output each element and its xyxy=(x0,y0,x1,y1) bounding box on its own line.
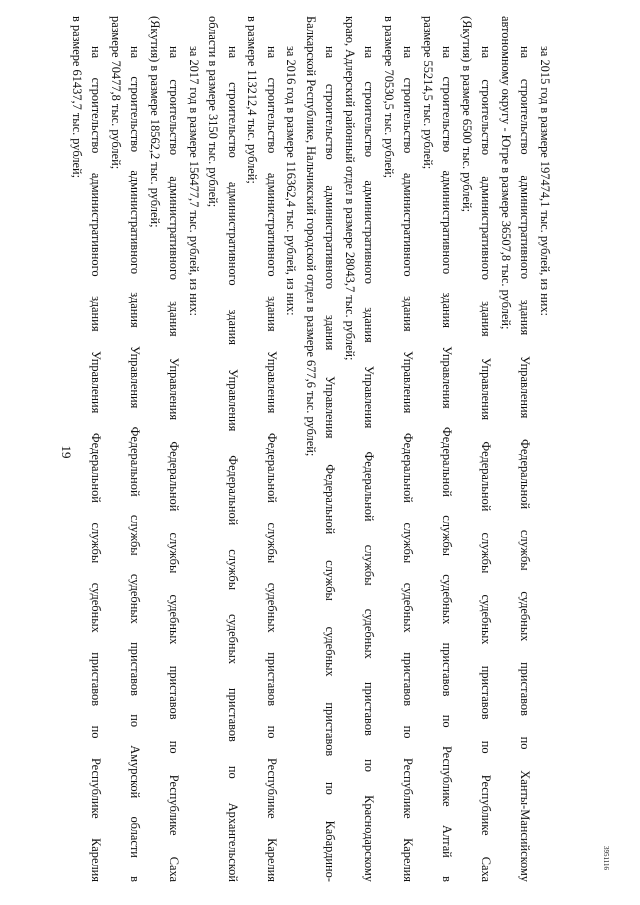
text-line: краю, Адлерский районный отдел в размере 28043,7 тыс. рублей; xyxy=(343,16,357,361)
text-line: на строительство административного здания Управления Федеральной службы судебных приставов по Республике Карелия xyxy=(401,46,416,882)
text-line: (Якутия) в размере 6500 тыс. рублей; xyxy=(460,16,474,213)
text-line: на строительство административного здания Управления Федеральной службы судебных приставов по Республике Алтай в xyxy=(440,46,455,882)
document-body xyxy=(70,16,556,882)
page-number: 19 xyxy=(59,445,74,459)
text-line: (Якутия) в размере 18562,2 тыс. рублей; xyxy=(148,16,162,228)
text-line: на строительство административного здания Управления Федеральной службы судебных приставов по Амурской области в xyxy=(128,46,143,882)
text-line: в размере 61437,7 тыс. рублей; xyxy=(70,16,84,179)
text-line: Балкарской Республике, Нальчикский городской отдел в размере 677,6 тыс. рублей; xyxy=(304,16,318,457)
text-line: на строительство административного здания Управления Федеральной службы судебных приставов по Краснодарскому xyxy=(362,46,377,882)
text-line: за 2017 год в размере 156477,7 тыс. рублей, из них: xyxy=(187,46,201,316)
text-line: на строительство административного здания Управления Федеральной службы судебных приставов по Архангельской xyxy=(226,46,240,882)
text-line: на строительство административного здания Управления Федеральной службы судебных приставов по Ханты-Мансийскому xyxy=(518,46,533,882)
text-line: автономному округу - Югре в размере 36507,8 тыс. рублей; xyxy=(499,16,513,330)
text-line: в размере 113212,4 тыс. рублей; xyxy=(245,16,260,184)
text-line: на строительство административного здания Управления Федеральной службы судебных приставов по Республике Саха xyxy=(479,46,494,882)
text-line: области в размере 3150 тыс. рублей; xyxy=(206,16,221,208)
text-line: размере 70477,8 тыс. рублей; xyxy=(109,16,123,170)
text-line: размере 55214,5 тыс. рублей; xyxy=(421,16,435,170)
text-line: за 2016 год в размере 116362,4 тыс. рублей, из них: xyxy=(284,46,299,316)
text-line: на строительство административного здания Управления Федеральной службы судебных приставов по Республике Саха xyxy=(167,46,182,882)
text-line: на строительство административного здания Управления Федеральной службы судебных приставов по Республике Карелия xyxy=(89,46,104,882)
text-line: на строительство административного здания Управления Федеральной службы судебных приставов по Республике Карелия xyxy=(265,46,279,882)
text-line: в размере 70530,5 тыс. рублей; xyxy=(382,16,396,179)
text-line: за 2015 год в размере 197474,1 тыс. рублей, из них: xyxy=(538,46,552,316)
document-code: 3951116 xyxy=(602,846,610,870)
text-line: на строительство административного здания Управления Федеральной службы судебных приставов по Кабардино- xyxy=(323,46,338,882)
